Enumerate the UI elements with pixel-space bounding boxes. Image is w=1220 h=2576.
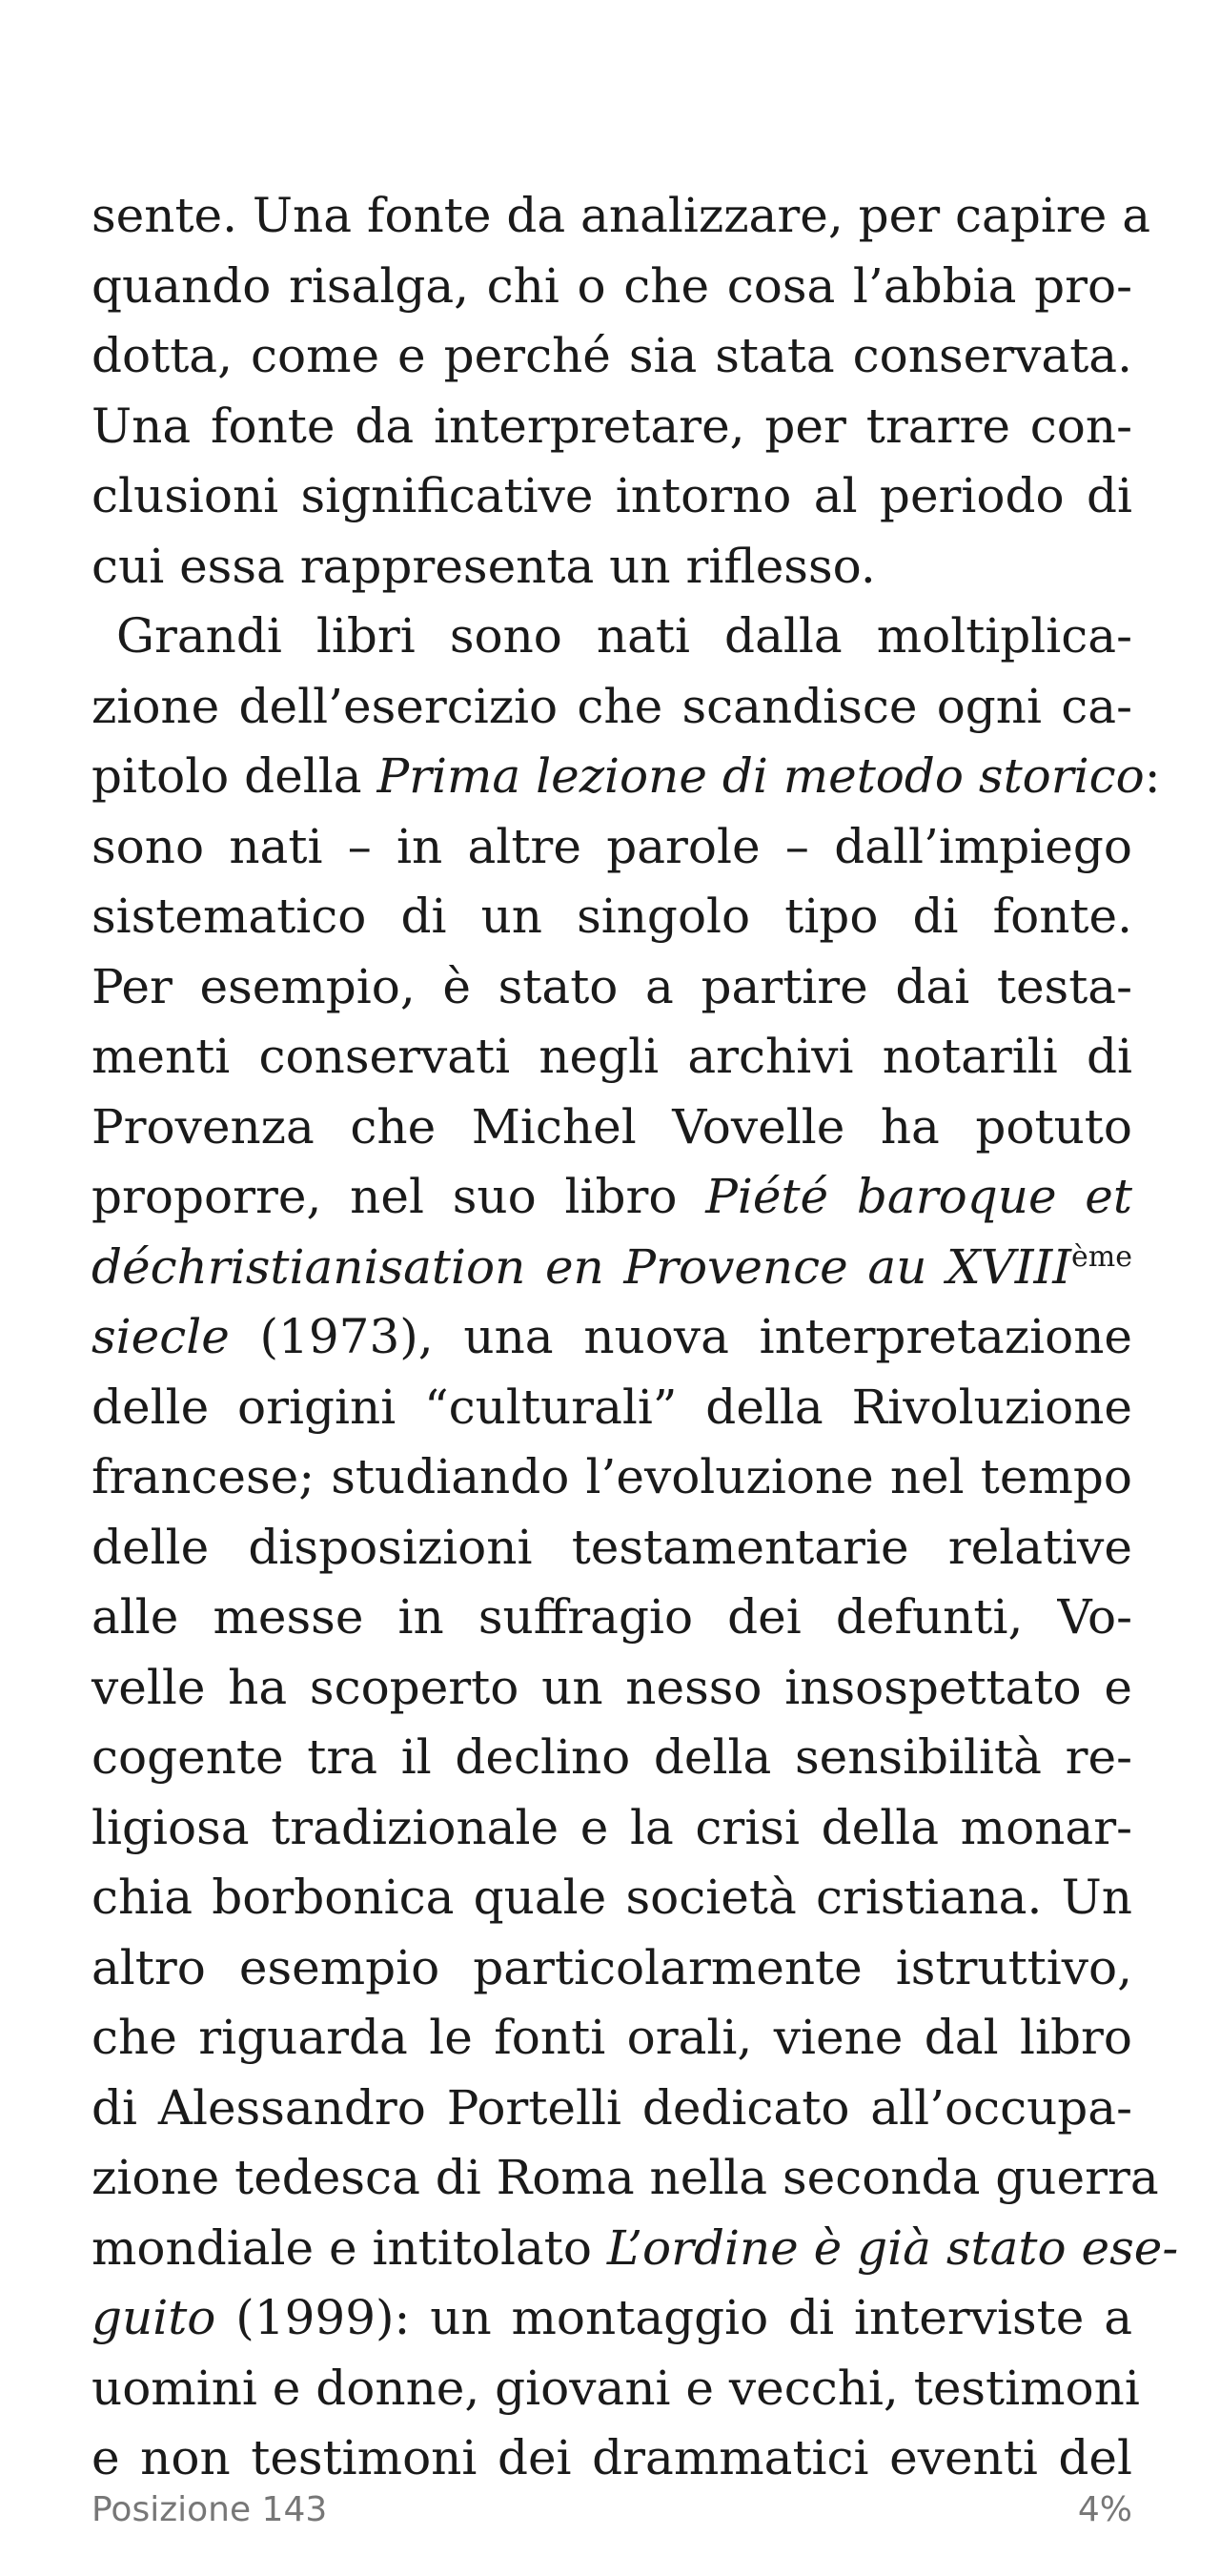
text-line [92,1233,1132,1303]
text-line: velle ha scoperto un nesso insospettato e [92,1659,1132,1715]
superscript: ème [1071,1239,1132,1274]
text-line: uomini e donne, giovani e vecchi, testimoni [92,2360,1140,2416]
text-line: zione tedesca di Roma nella seconda guerra [92,2150,1159,2205]
book-title-italic: L’ordine è già stato ese- [606,2219,1179,2276]
text-line [92,2214,1179,2284]
reading-text [92,181,1179,2494]
text-run: proporre, nel suo libro [92,1169,706,1224]
book-title-italic: Piété baroque et [705,1169,1132,1224]
text-line: Provenza che Michel Vovelle ha potuto [92,1098,1132,1155]
text-line: sono nati – in altre parole – dall’impiego [92,818,1132,874]
text-run: : [1144,748,1161,804]
paragraph [92,181,1151,602]
text-line: e non testimoni dei drammatici eventi del [92,2430,1132,2485]
text-line [92,1162,1132,1233]
text-line: ligiosa tradizionale e la crisi della monar- [92,1799,1132,1855]
text-line: dotta, come e perché sia stata conservata. [92,328,1132,383]
text-line: cui essa rappresenta un riflesso. [92,538,876,594]
text-line: Grandi libri sono nati dalla moltiplica- [116,608,1132,664]
text-line: delle origini “culturali” della Rivoluzione [92,1379,1132,1435]
location-indicator[interactable]: Posizione 143 [92,2489,328,2529]
text-line [92,1302,1132,1373]
text-line: quando risalga, chi o che cosa l’abbia pro- [92,257,1132,314]
text-line: cogente tra il declino della sensibilità re- [92,1729,1132,1785]
text-line: sistematico di un singolo tipo di fonte. [92,889,1132,944]
text-line: Per esempio, è stato a partire dai testa- [92,958,1132,1014]
text-run: (1999): un montaggio di interviste a [215,2290,1132,2345]
paragraph [92,602,1179,2494]
text-line: chia borbonica quale società cristiana. Un [92,1870,1132,1925]
text-line: alle messe in suffragio dei defunti, Vo- [92,1589,1132,1645]
text-line: sente. Una fonte da analizzare, per capire a [92,188,1151,243]
text-line: Una fonte da interpretare, per trarre con- [92,398,1132,454]
book-title-italic: siecle [92,1309,230,1364]
text-line: delle disposizioni testamentarie relative [92,1519,1132,1575]
book-title-italic: Prima lezione di metodo storico [376,748,1145,804]
text-line: di Alessandro Portelli dedicato all’occupa- [92,2079,1132,2136]
text-line: che riguarda le fonti orali, viene dal libro [92,2010,1132,2065]
book-title-italic: guito [92,2290,216,2345]
progress-percent[interactable]: 4% [1077,2489,1132,2529]
text-line: clusioni significative intorno al periodo di [92,468,1132,523]
text-line: zione dell’esercizio che scandisce ogni ca- [92,678,1132,734]
text-run: (1973), una nuova interpretazione [229,1309,1132,1364]
text-run: mondiale e intitolato [92,2219,607,2276]
book-title-italic: déchristianisation en Provence au XVIII [92,1238,1072,1295]
text-line: altro esempio particolarmente istruttivo, [92,1939,1132,1995]
text-line [92,2283,1132,2354]
text-line: francese; studiando l’evoluzione nel tempo [92,1449,1132,1504]
text-line: menti conservati negli archivi notarili di [92,1029,1132,1084]
text-run: pitolo della [92,748,377,804]
reader-footer [92,2483,1132,2536]
text-line [92,742,1161,812]
